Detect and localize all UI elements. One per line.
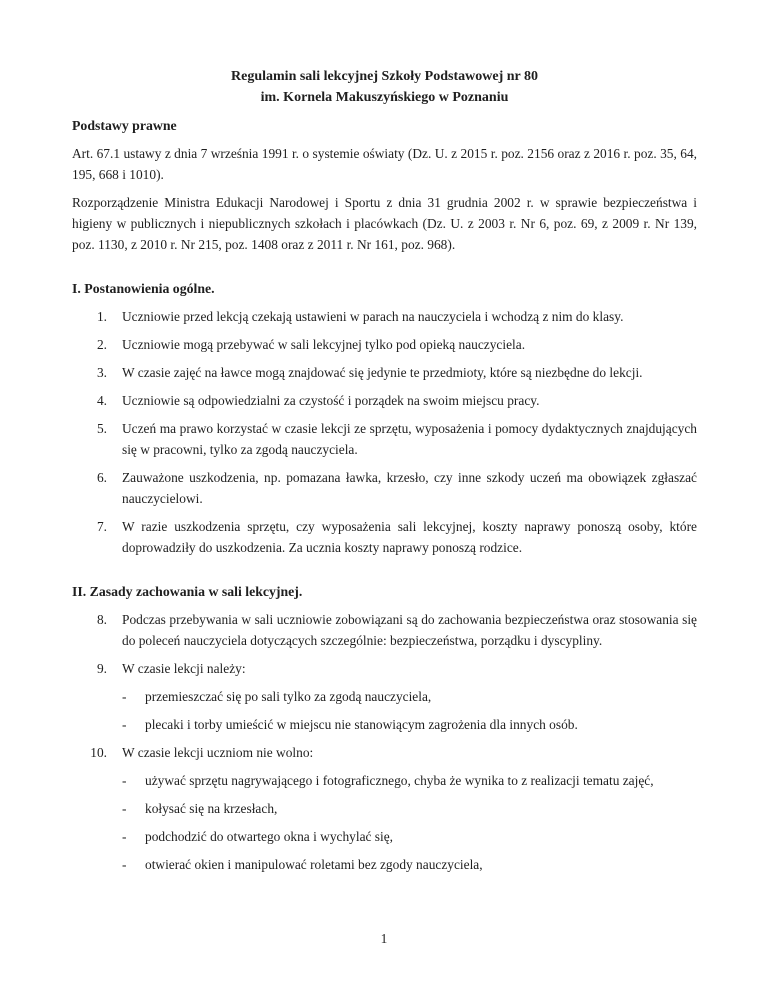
list-item-text: Podczas przebywania w sali uczniowie zobowiązani są do zachowania bezpieczeństwa oraz stosowania się do poleceń nauczyciela dotyczących szczególnie: bezpieczeństwa, porządku i dyscypliny.	[122, 612, 697, 648]
legal-basis-paragraph: Art. 67.1 ustawy z dnia 7 września 1991 r. o systemie oświaty (Dz. U. z 2015 r. poz. 2156 oraz z 2016 r. poz. 35, 64, 195, 668 i 1010).	[72, 146, 697, 182]
section-2-heading: II. Zasady zachowania w sali lekcyjnej.	[72, 584, 303, 599]
list-item	[72, 306, 697, 327]
section-1-heading: I. Postanowienia ogólne.	[72, 281, 215, 296]
list-item-text: W czasie zajęć na ławce mogą znajdować się jedynie te przedmioty, które są niezbędne do lekcji.	[122, 365, 643, 380]
sub-list-item-text: otwierać okien i manipulować roletami bez zgody nauczyciela,	[145, 857, 483, 872]
sub-list-item-text: używać sprzętu nagrywającego i fotograficznego, chyba że wynika to z realizacji tematu zajęć,	[145, 773, 654, 788]
list-item-text: Uczeń ma prawo korzystać w czasie lekcji ze sprzętu, wyposażenia i pomocy dydaktycznych znajdujących się w pracowni, tylko za zgodą nauczyciela.	[122, 421, 697, 457]
list-item	[72, 658, 697, 679]
document-content	[72, 66, 697, 882]
list-item-number: 9.	[96, 661, 107, 676]
legal-basis-paragraph: Rozporządzenie Ministra Edukacji Narodowej i Sportu z dnia 31 grudnia 2002 r. w sprawie bezpieczeństwa i higieny w publicznych i niepublicznych szkołach i placówkach (Dz. U. z 2003 r. Nr 6, poz. 69, z 2009 r. Nr 139, poz. 1130, z 2010 r. Nr 215, poz. 1408 oraz z 2011 r. Nr 161, poz. 968).	[72, 195, 697, 252]
dash-marker: -	[122, 773, 127, 788]
list-item-text: Uczniowie mogą przebywać w sali lekcyjnej tylko pod opieką nauczyciela.	[122, 337, 526, 352]
list-item-text: W czasie lekcji należy:	[122, 661, 246, 676]
list-item	[72, 334, 697, 355]
list-item-number: 2.	[96, 337, 107, 352]
sub-list-item	[122, 854, 697, 875]
list-item-number: 7.	[96, 519, 107, 534]
list-item-number: 10.	[90, 745, 107, 760]
sub-list-item	[122, 798, 697, 819]
dash-marker: -	[122, 689, 127, 704]
list-item-text: Uczniowie przed lekcją czekają ustawieni w parach na nauczyciela i wchodzą z nim do klasy.	[122, 309, 624, 324]
sub-list-item-text: podchodzić do otwartego okna i wychylać się,	[145, 829, 394, 844]
list-item	[72, 467, 697, 509]
sub-list-item	[122, 770, 697, 791]
page-number: 1	[380, 931, 388, 946]
list-item-text: W razie uszkodzenia sprzętu, czy wyposażenia sali lekcyjnej, koszty naprawy ponoszą osoby, które doprowadziły do uszkodzenia. Za ucznia koszty naprawy ponoszą rodzice.	[122, 519, 697, 555]
dash-marker: -	[122, 717, 127, 732]
list-item-text: W czasie lekcji uczniom nie wolno:	[122, 745, 314, 760]
legal-basis-heading: Podstawy prawne	[72, 118, 177, 133]
sub-list-item-text: przemieszczać się po sali tylko za zgodą nauczyciela,	[145, 689, 432, 704]
sub-list-item	[122, 826, 697, 847]
dash-marker: -	[122, 801, 127, 816]
dash-marker: -	[122, 829, 127, 844]
list-item-number: 3.	[96, 365, 107, 380]
dash-marker: -	[122, 857, 127, 872]
list-item-text: Uczniowie są odpowiedzialni za czystość i porządek na swoim miejscu pracy.	[122, 393, 540, 408]
sub-list-item	[122, 686, 697, 707]
sub-list-item-text: kołysać się na krzesłach,	[145, 801, 278, 816]
title-line-2: im. Kornela Makuszyńskiego w Poznaniu	[260, 90, 509, 105]
sub-list-item	[122, 714, 697, 735]
list-item	[72, 742, 697, 763]
list-item	[72, 390, 697, 411]
list-item	[72, 609, 697, 651]
title-line-1: Regulamin sali lekcyjnej Szkoły Podstawowej nr 80	[231, 69, 538, 84]
list-item-number: 6.	[96, 470, 107, 485]
list-item-number: 5.	[96, 421, 107, 436]
list-item	[72, 418, 697, 460]
list-item	[72, 362, 697, 383]
document-title	[72, 66, 697, 108]
sub-list-item-text: plecaki i torby umieścić w miejscu nie stanowiącym zagrożenia dla innych osób.	[145, 717, 578, 732]
list-item-number: 8.	[96, 612, 107, 627]
list-item-number: 4.	[96, 393, 107, 408]
list-item	[72, 516, 697, 558]
list-item-text: Zauważone uszkodzenia, np. pomazana ławka, krzesło, czy inne szkody uczeń ma obowiązek zgłaszać nauczycielowi.	[122, 470, 697, 506]
list-item-number: 1.	[96, 309, 107, 324]
